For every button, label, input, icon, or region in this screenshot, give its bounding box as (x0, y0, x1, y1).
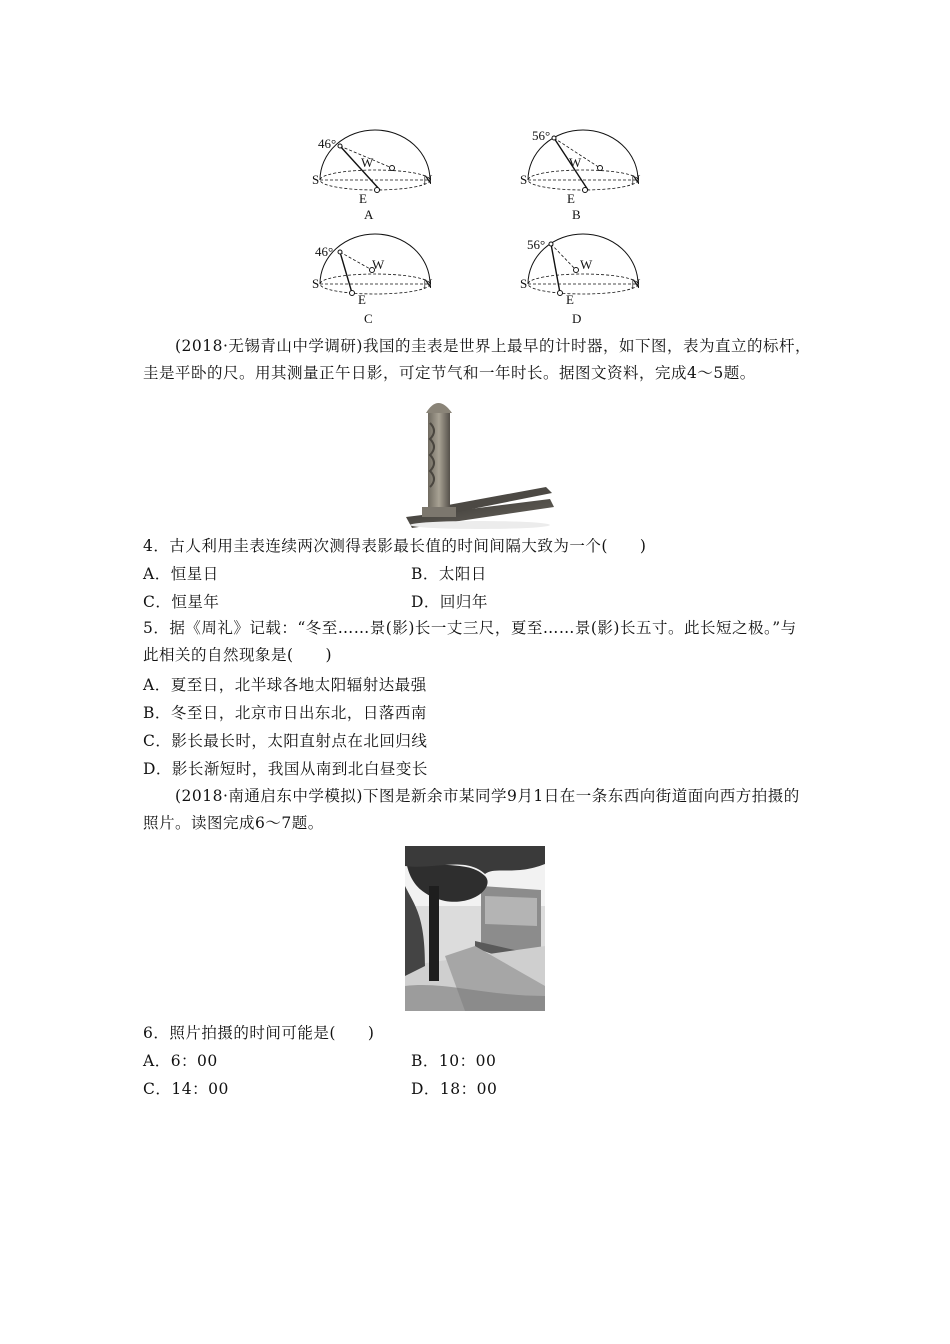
q4-option-b: B．太阳日 (411, 565, 487, 583)
sun-path-diagram-c (310, 230, 440, 310)
west-label: W (361, 155, 374, 170)
north-label: N (631, 276, 641, 291)
south-label: S (520, 172, 528, 187)
south-label: S (312, 276, 320, 291)
west-label: W (569, 155, 582, 170)
diagram-c-label: C (364, 311, 373, 326)
sun-path-diagram-a (310, 124, 440, 204)
q4-option-a: A．恒星日 (143, 565, 219, 583)
intro-paragraph-1: (2018·无锡青山中学调研)我国的圭表是世界上最早的计时器，如下图，表为直立的标杆，圭是平卧的尺。用其测量正午日影，可定节气和一年时长。据图文资料，完成4～5题。 (143, 337, 811, 382)
south-label: S (520, 276, 528, 291)
west-label: W (372, 257, 385, 272)
north-label: N (423, 172, 433, 187)
east-label: E (358, 292, 366, 307)
north-label: N (423, 276, 433, 291)
q4-option-d: D．回归年 (411, 593, 488, 611)
q5-option-b: B．冬至日，北京市日出东北，日落西南 (143, 704, 427, 722)
angle-label: 56° (527, 237, 546, 252)
q6-option-d: D．18：00 (411, 1080, 498, 1098)
south-label: S (312, 172, 320, 187)
east-label: E (566, 292, 574, 307)
diagram-a-label: A (364, 207, 374, 222)
q6-option-b: B．10：00 (411, 1052, 497, 1070)
q5-option-c: C．影长最长时，太阳直射点在北回归线 (143, 732, 428, 750)
east-label: E (359, 191, 367, 206)
diagram-d-label: D (572, 311, 582, 326)
sun-path-diagram-d (518, 230, 648, 310)
street-photo (405, 846, 545, 1011)
q4-option-c: C．恒星年 (143, 593, 220, 611)
q6-option-c: C．14：00 (143, 1080, 229, 1098)
angle-label: 46° (315, 244, 334, 259)
intro-paragraph-2: (2018·南通启东中学模拟)下图是新余市某同学9月1日在一条东西向街道面向西方拍摄的照片。读图完成6～7题。 (143, 787, 800, 832)
q5-option-d: D．影长渐短时，我国从南到北白昼变长 (143, 760, 428, 778)
angle-label: 56° (532, 128, 551, 143)
gnomon-photo (400, 393, 556, 531)
west-label: W (580, 257, 593, 272)
east-label: E (567, 191, 575, 206)
angle-label: 46° (318, 136, 337, 151)
diagram-b-label: B (572, 207, 581, 222)
question-4-stem: 4．古人利用圭表连续两次测得表影最长值的时间间隔大致为一个( ) (143, 537, 647, 555)
question-5-stem: 5．据《周礼》记载：“冬至……景(影)长一丈三尺，夏至……景(影)长五寸。此长短之极。”与此相关的自然现象是( ) (143, 619, 797, 664)
question-6-stem: 6．照片拍摄的时间可能是( ) (143, 1024, 375, 1042)
sun-path-diagram-b (518, 124, 648, 204)
north-label: N (631, 172, 641, 187)
q6-option-a: A．6：00 (143, 1052, 218, 1070)
q5-option-a: A．夏至日，北半球各地太阳辐射达最强 (143, 676, 427, 694)
